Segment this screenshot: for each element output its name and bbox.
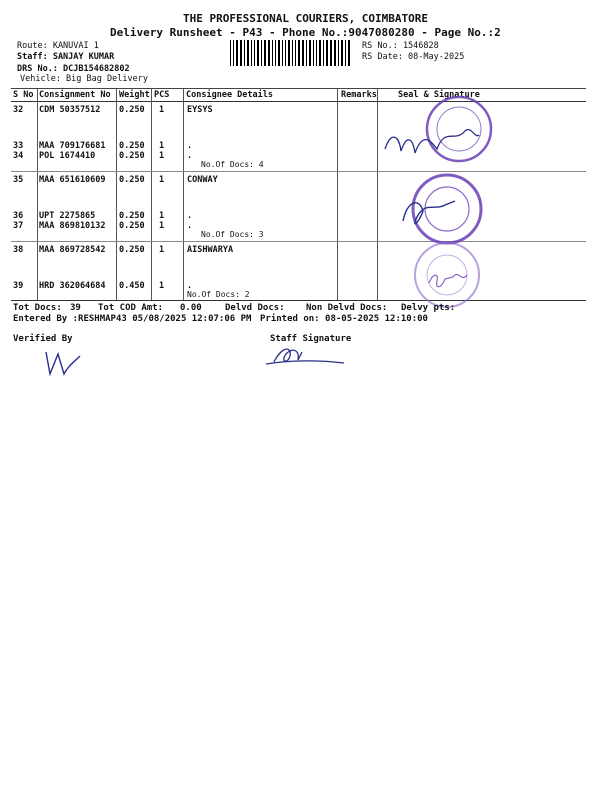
barcode-bar	[288, 40, 290, 66]
row-consignment: UPT 2275865	[39, 211, 96, 221]
barcode-bar	[251, 40, 252, 66]
row-consignment: MAA 651610609	[39, 175, 106, 185]
row-detail: .	[187, 221, 193, 231]
barcode-bar	[348, 40, 350, 66]
barcode-bar	[278, 40, 280, 66]
row-consignment: HRD 362064684	[39, 281, 106, 291]
runsheet-table	[11, 88, 586, 301]
drs-number: DRS No.: DCJB154682802	[17, 64, 130, 74]
verified-signature-icon	[40, 344, 90, 380]
row-weight: 0.250	[119, 141, 145, 151]
barcode-bar	[268, 40, 270, 66]
col-divider	[377, 89, 378, 301]
row-weight: 0.250	[119, 221, 145, 231]
row-detail: .	[187, 281, 193, 291]
entered-by: Entered By :RESHMAP43 05/08/2025 12:07:06 PM	[13, 314, 252, 324]
tot-cod-value: 0.00	[180, 303, 202, 313]
barcode-bar	[295, 40, 296, 66]
barcode-bar	[302, 40, 304, 66]
company-seal-stamp-icon	[379, 91, 499, 171]
docs-count: No.Of Docs: 3	[201, 230, 264, 239]
barcode-icon	[230, 40, 352, 66]
header-weight: Weight	[119, 90, 150, 100]
barcode-bar	[323, 40, 324, 66]
group-separator	[11, 171, 586, 172]
barcode-bar	[338, 40, 339, 66]
barcode-bar	[275, 40, 276, 66]
col-divider	[116, 89, 117, 301]
consignee-name: CONWAY	[187, 175, 218, 185]
barcode-bar	[326, 40, 328, 66]
runsheet-subtitle: Delivery Runsheet - P43 - Phone No.:9047080280 - Page No.:2	[110, 26, 501, 39]
vehicle-label: Vehicle: Big Bag Delivery	[20, 74, 148, 84]
row-weight: 0.250	[119, 105, 145, 115]
barcode-bar	[272, 40, 273, 66]
row-sno: 34	[13, 151, 24, 161]
header-consignee: Consignee Details	[186, 90, 273, 100]
rs-date: RS Date: 08-May-2025	[362, 52, 465, 62]
row-pcs: 1	[159, 211, 165, 221]
header-sno: S No	[13, 90, 34, 100]
staff-signature-label: Staff Signature	[270, 334, 352, 344]
barcode-bar	[236, 40, 238, 66]
printed-on: Printed on: 08-05-2025 12:10:00	[260, 314, 428, 324]
barcode-bar	[341, 40, 343, 66]
consignee-name: AISHWARYA	[187, 245, 234, 255]
row-pcs: 1	[159, 175, 165, 185]
row-consignment: MAA 869728542	[39, 245, 106, 255]
row-weight: 0.250	[119, 245, 145, 255]
row-pcs: 1	[159, 245, 165, 255]
row-detail: .	[187, 211, 193, 221]
row-pcs: 1	[159, 221, 165, 231]
delvy-pts-label: Delvy pts:	[401, 303, 456, 313]
barcode-bar	[334, 40, 336, 66]
tot-cod-label: Tot COD Amt:	[98, 303, 164, 313]
row-pcs: 1	[159, 281, 165, 291]
header-seal-signature: Seal & Signature	[398, 90, 480, 100]
row-detail: .	[187, 141, 193, 151]
non-delvd-docs-label: Non Delvd Docs:	[306, 303, 388, 313]
rs-number: RS No.: 1546828	[362, 41, 439, 51]
row-weight: 0.250	[119, 211, 145, 221]
barcode-bar	[306, 40, 307, 66]
row-sno: 32	[13, 105, 24, 115]
row-sno: 33	[13, 141, 24, 151]
row-consignment: POL 1674410	[39, 151, 96, 161]
header-consignment: Consignment No	[39, 90, 111, 100]
docs-count: No.Of Docs: 4	[201, 160, 264, 169]
barcode-bar	[309, 40, 311, 66]
barcode-bar	[233, 40, 234, 66]
consignee-name: EYSYS	[187, 105, 213, 115]
row-sno: 35	[13, 175, 24, 185]
header-remarks: Remarks	[341, 90, 377, 100]
barcode-bar	[316, 40, 317, 66]
barcode-bar	[285, 40, 286, 66]
col-divider	[337, 89, 338, 301]
barcode-bar	[244, 40, 245, 66]
row-detail: .	[187, 151, 193, 161]
row-sno: 36	[13, 211, 24, 221]
barcode-bar	[292, 40, 293, 66]
barcode-bar	[298, 40, 300, 66]
route-label: Route: KANUVAI 1	[17, 41, 99, 51]
docs-count: No.Of Docs: 2	[187, 290, 250, 299]
company-seal-stamp-icon	[399, 239, 509, 309]
barcode-bar	[345, 40, 346, 66]
header-pcs: PCS	[154, 90, 170, 100]
col-divider	[183, 89, 184, 301]
tot-docs-label: Tot Docs:	[13, 303, 62, 313]
barcode-bar	[330, 40, 332, 66]
row-consignment: MAA 709176681	[39, 141, 106, 151]
row-pcs: 1	[159, 141, 165, 151]
barcode-bar	[319, 40, 321, 66]
barcode-bar	[254, 40, 255, 66]
tot-docs-value: 39	[70, 303, 81, 313]
row-sno: 39	[13, 281, 24, 291]
header-rule	[11, 101, 586, 102]
row-weight: 0.250	[119, 151, 145, 161]
verified-by-label: Verified By	[13, 334, 73, 344]
col-divider	[37, 89, 38, 301]
barcode-bar	[264, 40, 266, 66]
row-sno: 37	[13, 221, 24, 231]
row-weight: 0.250	[119, 175, 145, 185]
company-title: THE PROFESSIONAL COURIERS, COIMBATORE	[183, 12, 429, 25]
barcode-bar	[230, 40, 231, 66]
row-pcs: 1	[159, 105, 165, 115]
col-divider	[151, 89, 152, 301]
row-pcs: 1	[159, 151, 165, 161]
barcode-bar	[313, 40, 314, 66]
barcode-bar	[261, 40, 262, 66]
barcode-bar	[257, 40, 259, 66]
barcode-bar	[282, 40, 283, 66]
barcode-bar	[247, 40, 249, 66]
row-sno: 38	[13, 245, 24, 255]
row-weight: 0.450	[119, 281, 145, 291]
row-consignment: MAA 869810132	[39, 221, 106, 231]
staff-label: Staff: SANJAY KUMAR	[17, 52, 115, 62]
staff-signature-icon	[260, 342, 350, 368]
barcode-bar	[240, 40, 242, 66]
delvd-docs-label: Delvd Docs:	[225, 303, 285, 313]
row-consignment: CDM 50357512	[39, 105, 101, 115]
